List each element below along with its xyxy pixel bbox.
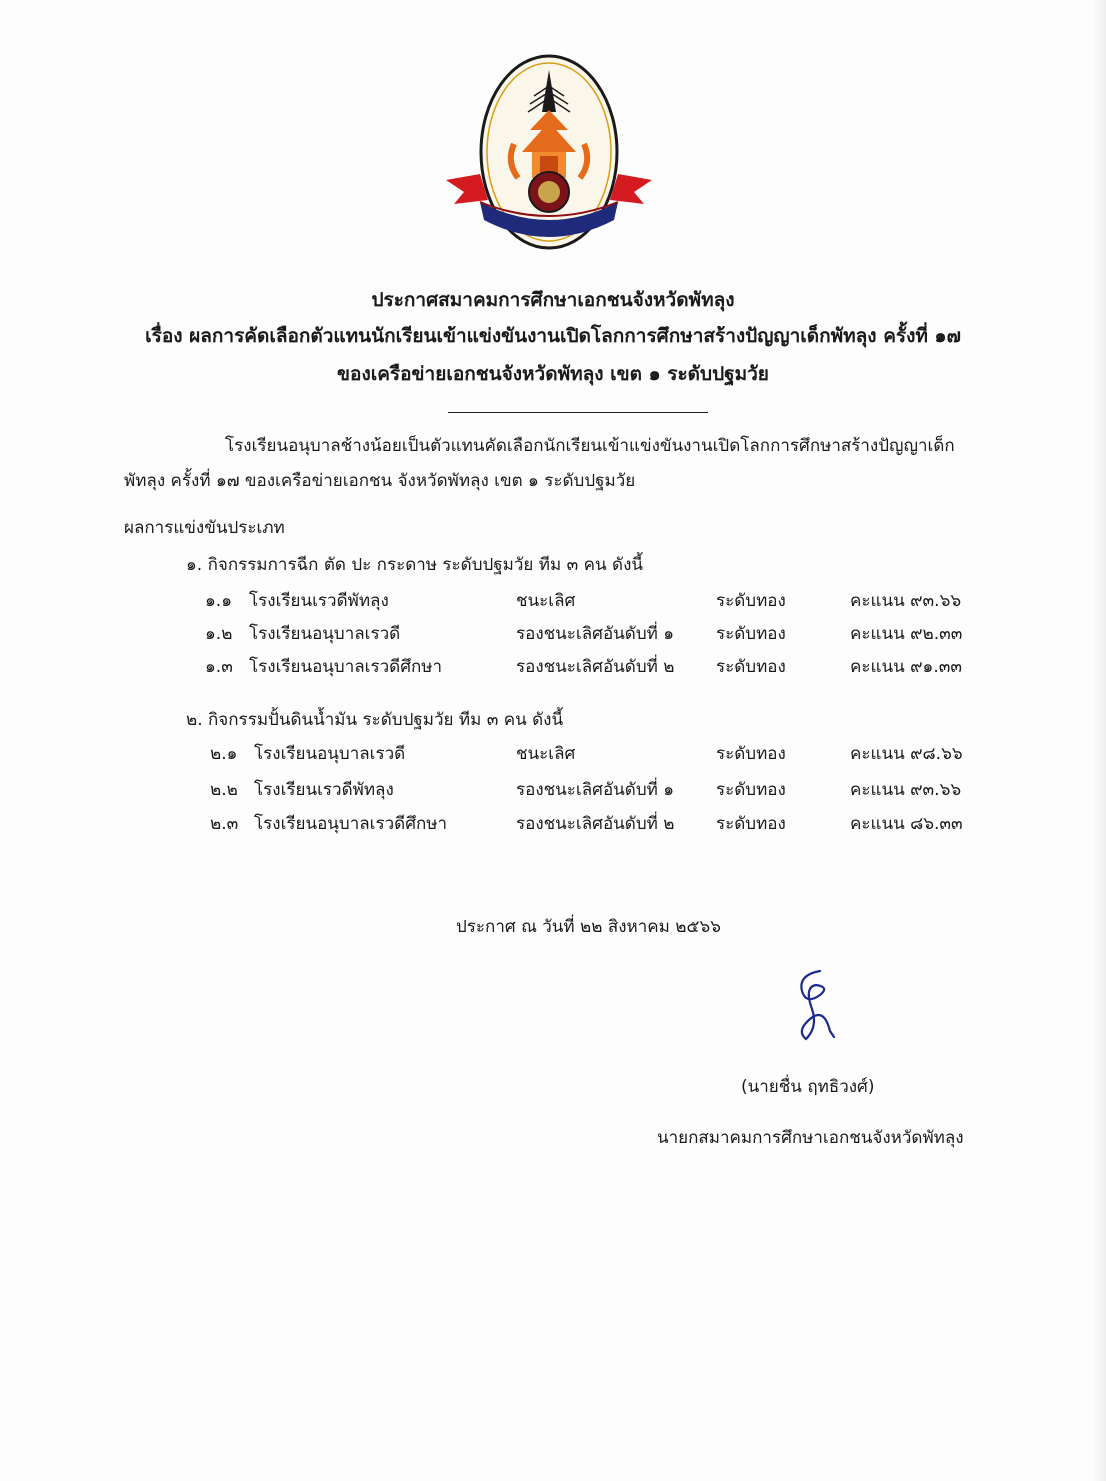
handwritten-signature-icon <box>790 965 840 1045</box>
row-number: ๒.๒ <box>210 780 238 800</box>
result-row <box>0 810 1106 836</box>
signer-position: นายกสมาคมการศึกษาเอกชนจังหวัดพัทลุง <box>657 1128 964 1148</box>
announcement-subject-cont: ของเครือข่ายเอกชนจังหวัดพัทลุง เขต ๑ ระดับปฐมวัย <box>337 363 769 385</box>
announcement-date: ประกาศ ณ วันที่ ๒๒ สิงหาคม ๒๕๖๖ <box>456 917 721 937</box>
intro-paragraph-line2: พัทลุง ครั้งที่ ๑๗ ของเครือข่ายเอกชน จังหวัดพัทลุง เขต ๑ ระดับปฐมวัย <box>124 471 636 491</box>
level: ระดับทอง <box>716 657 786 677</box>
row-number: ๑.๒ <box>205 624 233 644</box>
school-name: โรงเรียนเรวดีพัทลุง <box>249 591 389 611</box>
score: คะแนน ๘๖.๓๓ <box>850 814 963 834</box>
award: รองชนะเลิศอันดับที่ ๒ <box>516 657 675 677</box>
award: รองชนะเลิศอันดับที่ ๒ <box>516 814 675 834</box>
category-title: ๑. กิจกรรมการฉีก ตัด ปะ กระดาษ ระดับปฐมวัย ทีม ๓ คน ดังนี้ <box>186 555 643 575</box>
award: รองชนะเลิศอันดับที่ ๑ <box>516 780 675 800</box>
announcement-subject: เรื่อง ผลการคัดเลือกตัวแทนนักเรียนเข้าแข่งขันงานเปิดโลกการศึกษาสร้างปัญญาเด็กพัทลุง ครั้งที่ ๑๗ <box>145 325 961 347</box>
row-number: ๑.๓ <box>205 657 233 677</box>
result-row <box>0 776 1106 802</box>
score: คะแนน ๙๓.๖๖ <box>850 780 962 800</box>
result-row <box>0 653 1106 679</box>
result-row <box>0 740 1106 766</box>
title-divider <box>448 412 708 413</box>
results-heading: ผลการแข่งขันประเภท <box>124 518 285 538</box>
award: รองชนะเลิศอันดับที่ ๑ <box>516 624 675 644</box>
score: คะแนน ๙๑.๓๓ <box>850 657 962 677</box>
row-number: ๑.๑ <box>205 591 232 611</box>
school-name: โรงเรียนอนุบาลเรวดีศึกษา <box>254 814 448 834</box>
award: ชนะเลิศ <box>516 591 576 611</box>
category-title: ๒. กิจกรรมปั้นดินน้ำมัน ระดับปฐมวัย ทีม ๓ คน ดังนี้ <box>186 710 564 730</box>
level: ระดับทอง <box>716 591 786 611</box>
level: ระดับทอง <box>716 744 786 764</box>
announcement-title: ประกาศสมาคมการศึกษาเอกชนจังหวัดพัทลุง <box>371 289 735 311</box>
row-number: ๒.๑ <box>210 744 238 764</box>
level: ระดับทอง <box>716 624 786 644</box>
school-name: โรงเรียนอนุบาลเรวดีศึกษา <box>249 657 443 677</box>
award: ชนะเลิศ <box>516 744 576 764</box>
score: คะแนน ๙๘.๖๖ <box>850 744 963 764</box>
intro-paragraph-line1: โรงเรียนอนุบาลช้างน้อยเป็นตัวแทนคัดเลือกนักเรียนเข้าแข่งขันงานเปิดโลกการศึกษาสร้างปัญญาเด็ก <box>225 436 955 456</box>
result-row <box>0 587 1106 613</box>
score: คะแนน ๙๒.๓๓ <box>850 624 963 644</box>
signer-name: (นายชื่น ฤทธิวงศ์) <box>741 1077 875 1097</box>
association-emblem-icon <box>444 52 654 252</box>
row-number: ๒.๓ <box>210 814 239 834</box>
school-name: โรงเรียนอนุบาลเรวดี <box>254 744 406 764</box>
school-name: โรงเรียนอนุบาลเรวดี <box>249 624 401 644</box>
score: คะแนน ๙๓.๖๖ <box>850 591 962 611</box>
school-name: โรงเรียนเรวดีพัทลุง <box>254 780 394 800</box>
result-row <box>0 620 1106 646</box>
level: ระดับทอง <box>716 780 786 800</box>
level: ระดับทอง <box>716 814 786 834</box>
